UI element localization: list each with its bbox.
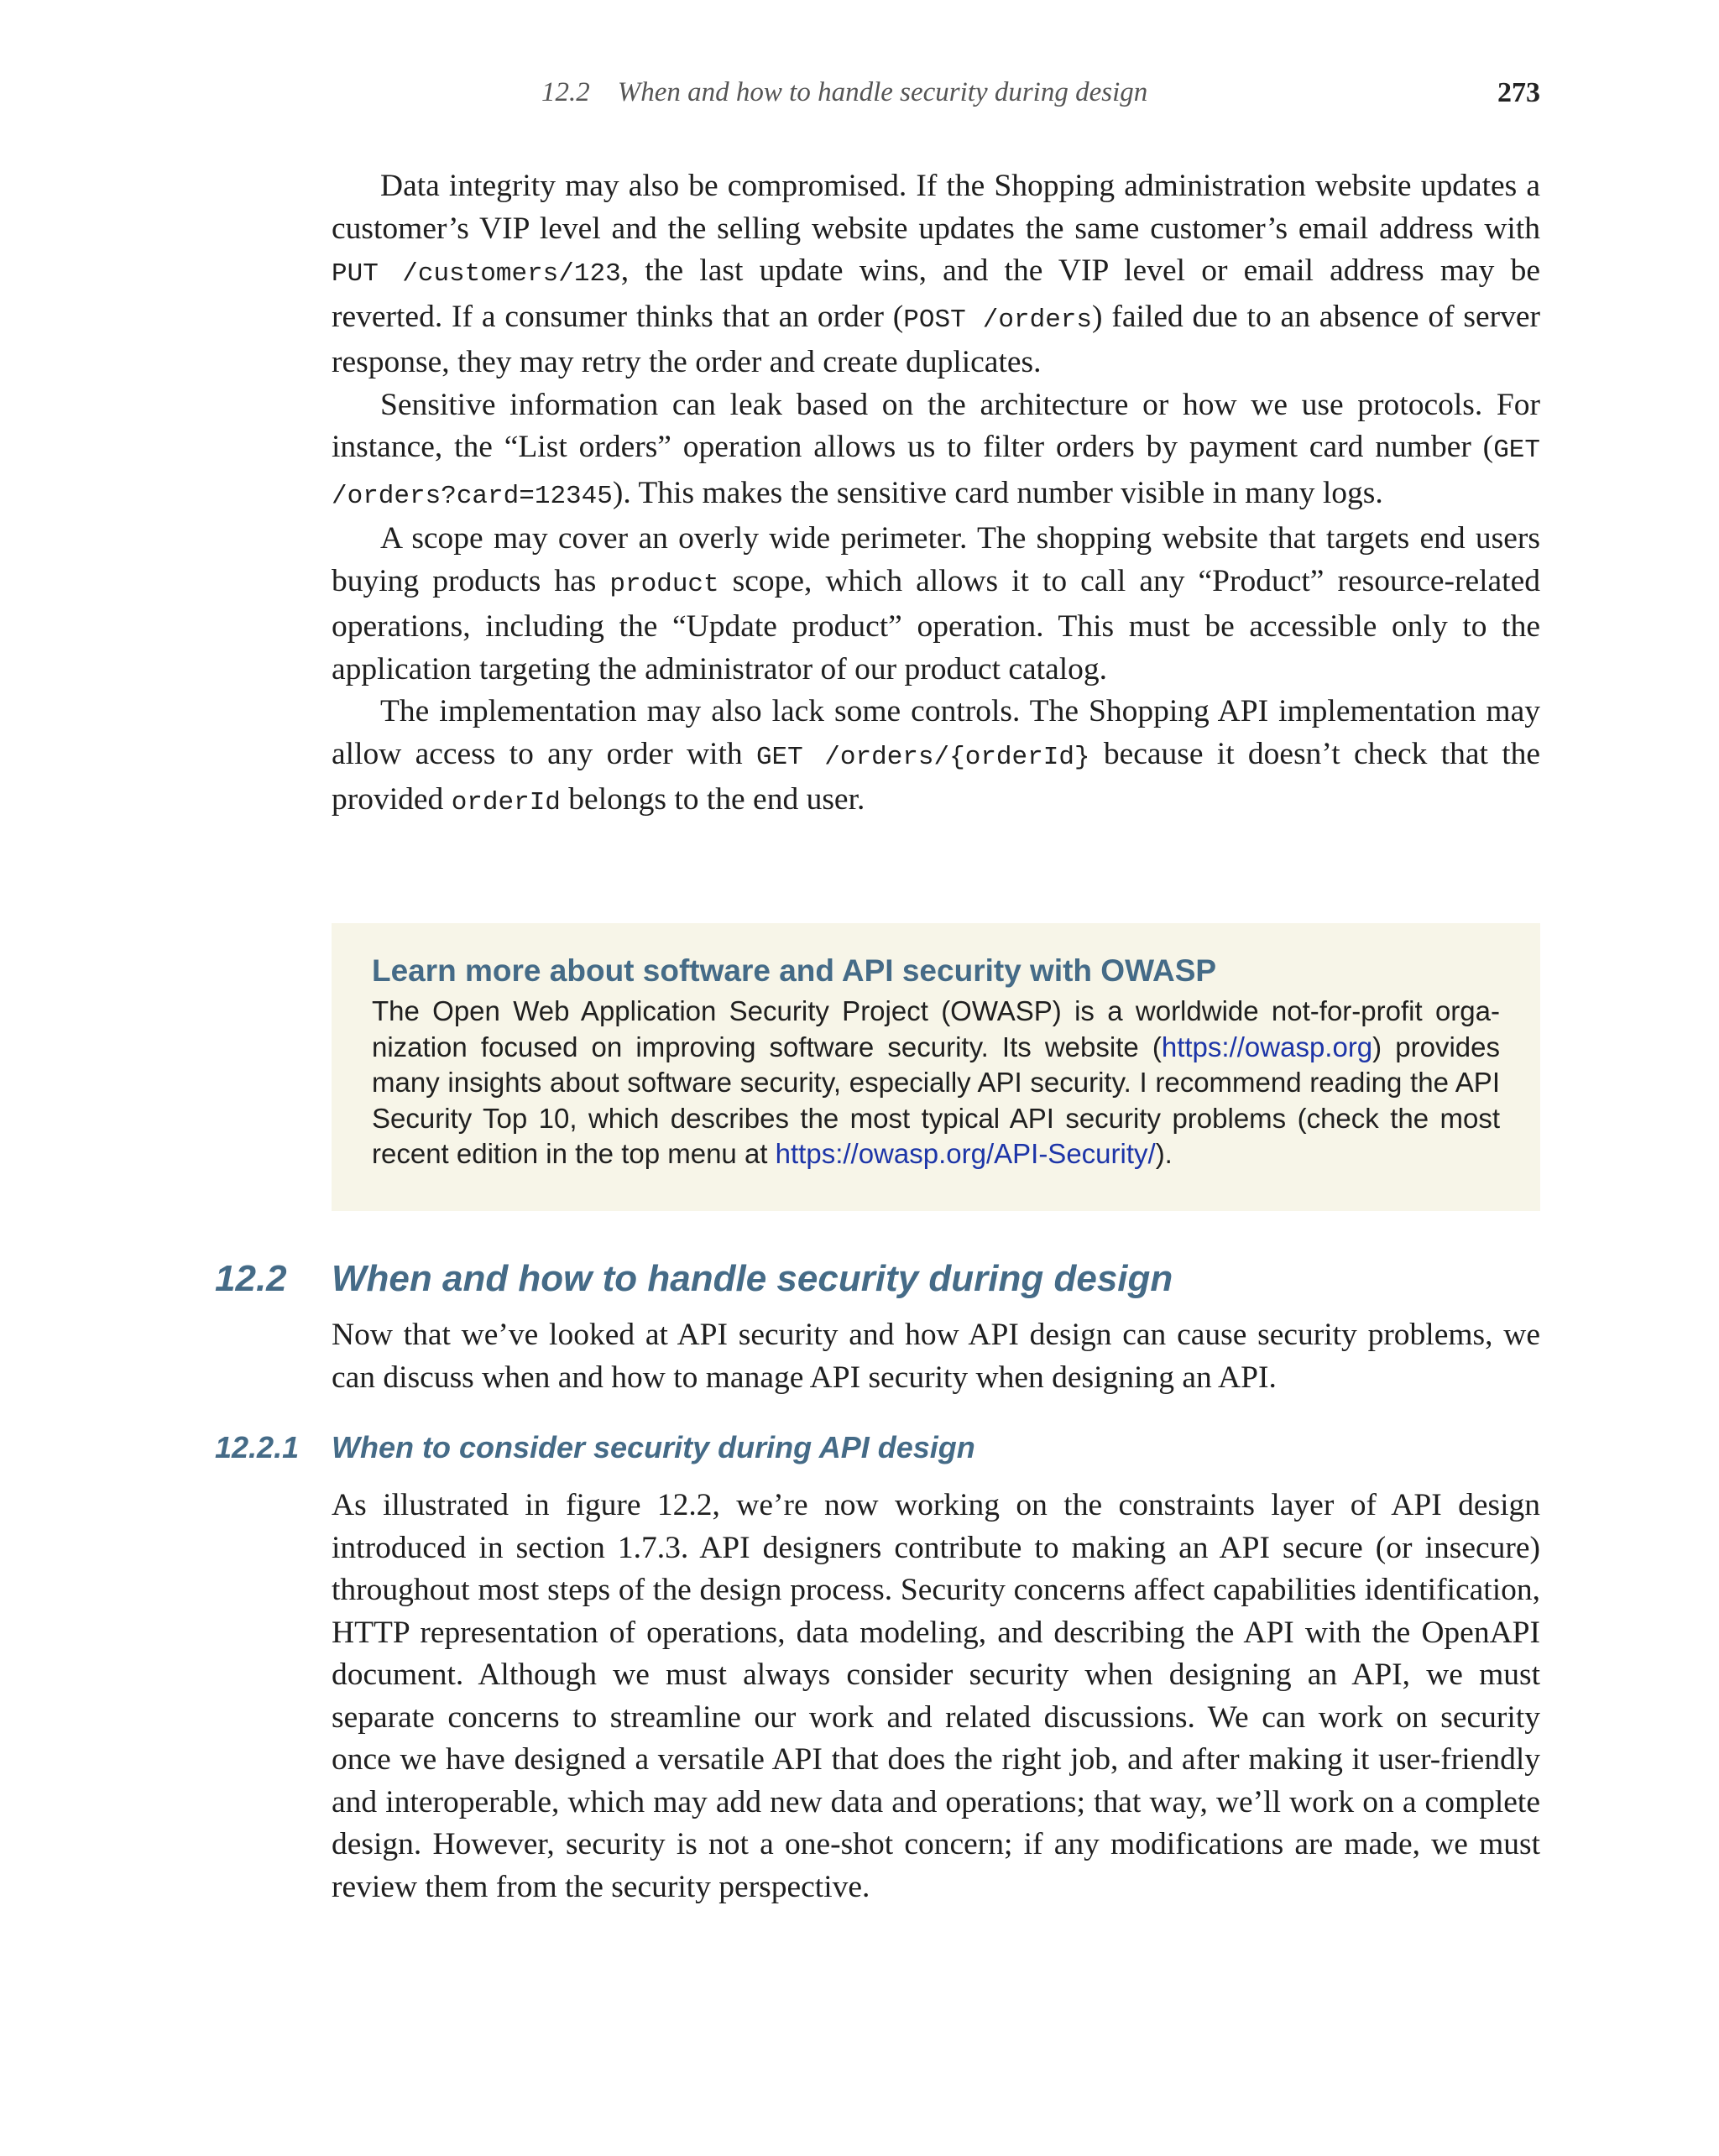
- page-number: 273: [1497, 77, 1540, 108]
- code-product-scope: product: [609, 569, 719, 599]
- section-heading: [215, 1255, 1558, 1302]
- subsection-number: 12.2.1: [215, 1430, 300, 1464]
- code-put-customers: PUT /customers/123: [332, 259, 621, 289]
- section-intro-paragraph: Now that we’ve looked at API security and how API design can cause security problems, we can discuss when and how to manage API security when designing an API.: [332, 1318, 1540, 1395]
- code-order-id: orderId: [451, 788, 561, 817]
- subsection-title: When to consider security during API design: [332, 1430, 975, 1464]
- owasp-api-security-link[interactable]: https://owasp.org/API-Security/: [775, 1138, 1156, 1169]
- subsection-body: [332, 1485, 1540, 1908]
- page-header: [332, 77, 1540, 119]
- body-text-top: [332, 165, 1540, 825]
- running-title: 12.2 When and how to handle security during design: [541, 77, 1148, 107]
- owasp-link[interactable]: https://owasp.org: [1161, 1031, 1373, 1062]
- section-number: 12.2: [215, 1258, 287, 1299]
- sidebar-title: Learn more about software and API security with OWASP: [372, 953, 1217, 988]
- paragraph-controls: The implementation may also lack some controls. The Shopping API implementation may allow access to any order with GET /orders/{orderId} because it doesn’t check that the provided orderId belongs to the end user.: [332, 694, 1541, 817]
- paragraph-scope: A scope may cover an overly wide perimeter. The shopping website that targets end users buying products has product scope, which allows it to call any “Product” resource-related operations, including the “Update product” operation. This must be accessible only to the application targeting the administrator of our product catalog.: [332, 521, 1540, 686]
- sidebar-text: The Open Web Application Security Project (OWASP) is a worldwide not-for-profit organization focused on improving software security. Its website (https://owasp.org) provides many insights about software security, especially API security. I recommend reading the API Security Top 10, which describes the most typical API security problems (check the most recent edition in the top menu at https://owasp.org/API-Security/).: [372, 995, 1501, 1169]
- subsection-paragraph: As illustrated in figure 12.2, we’re now working on the constraints layer of API design introduced in section 1.7.3. API designers contribute to making an API secure (or insecure) throughout most steps of the design process. Security concerns affect capabilities identification, HTTP representation of operations, data modeling, and describing the API with the OpenAPI document. Although we must always consider security when designing an API, we must separate concerns to streamline our work and related discussions. We can work on security once we have designed a versatile API that does the right job, and after making it user-friendly and interoperable, which may add new data and operations; that way, we’ll work on a complete design. However, security is not a one-shot concern; if any modifications are made, we must review them from the security perspective.: [332, 1488, 1540, 1904]
- subsection-heading: [215, 1428, 1558, 1467]
- section-title: When and how to handle security during design: [332, 1258, 1173, 1299]
- paragraph-sensitive-info: Sensitive information can leak based on the architecture or how we use protocols. For instance, the “List orders” operation allows us to filter orders by payment card number (GET /orders?card=12345). This makes the sensitive card number visible in many logs.: [332, 387, 1540, 511]
- code-get-order-id: GET /orders/{orderId}: [755, 742, 1090, 772]
- section-intro: [332, 1314, 1540, 1399]
- paragraph-data-integrity: Data integrity may also be compromised. If the Shopping administration website updates a customer’s VIP level and the selling website updates the same customer’s email address with PUT /customers/123, the last update wins, and the VIP level or email address may be reverted. If a consumer thinks that an order (POST /orders) failed due to an absence of server response, they may retry the order and create duplicates.: [332, 169, 1541, 379]
- owasp-sidebar: [332, 923, 1540, 1211]
- code-post-orders: POST /orders: [903, 305, 1093, 335]
- code-get-orders-card: GET /orders?card=12345: [332, 436, 1540, 511]
